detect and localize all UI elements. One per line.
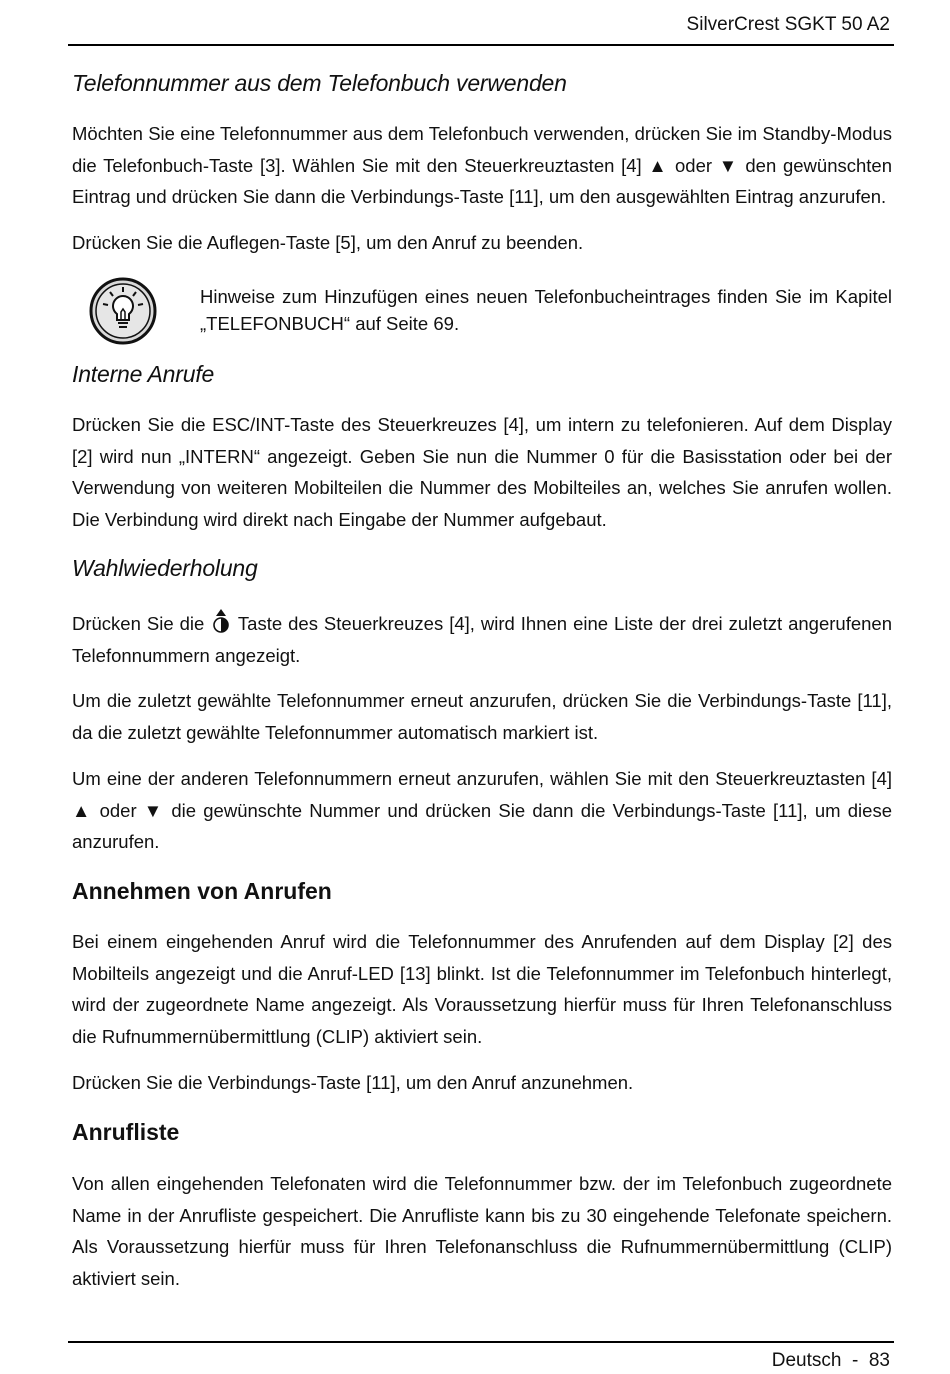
footer-rule	[68, 1341, 894, 1343]
heading-phonebook: Telefonnummer aus dem Telefonbuch verwenden	[72, 70, 567, 96]
page-header-title: SilverCrest SGKT 50 A2	[686, 14, 890, 35]
paragraph: Um die zuletzt gewählte Telefonnummer erneut anzurufen, drücken Sie die Verbindungs-Taste [11], da die zuletzt gewählte Telefonnummer automatisch markiert ist.	[72, 690, 892, 743]
heading-calllist: Anrufliste	[72, 1119, 180, 1145]
heading-redial: Wahlwiederholung	[72, 555, 258, 581]
heading-internal: Interne Anrufe	[72, 361, 215, 387]
paragraph: Drücken Sie die ESC/INT-Taste des Steuerkreuzes [4], um intern zu telefonieren. Auf dem Display [2] wird nun „INTERN“ angezeigt. Geben Sie nun die Nummer 0 für die Basisstation oder bei der Verwendung von weiteren Mobilteilen die Nummer des Mobilteiles an, welches Sie anrufen wollen. Die Verbindung wird direkt nach Eingabe der Nummer aufgebaut.	[72, 414, 892, 530]
lightbulb-icon	[88, 276, 158, 346]
paragraph: Von allen eingehenden Telefonaten wird die Telefonnummer bzw. der im Telefonbuch zugeordnete Name in der Anrufliste gespeichert. Die Anrufliste kann bis zu 30 eingehende Telefonate speichern. Als Voraussetzung hierfür muss für Ihren Telefonanschluss die Rufnummernübermittlung (CLIP) aktiviert sein.	[72, 1173, 892, 1289]
heading-accept: Annehmen von Anrufen	[72, 878, 332, 904]
paragraph: Drücken Sie die Verbindungs-Taste [11], um den Anruf anzunehmen.	[72, 1072, 634, 1093]
paragraph: Drücken Sie die Auflegen-Taste [5], um den Anruf zu beenden.	[72, 232, 584, 253]
header-rule	[68, 44, 894, 46]
paragraph: Um eine der anderen Telefonnummern erneut anzurufen, wählen Sie mit den Steuerkreuztasten [4] ▲ oder ▼ die gewünschte Nummer und drücken Sie dann die Verbindungs-Taste [11], um diese anzurufen.	[72, 768, 892, 852]
paragraph	[72, 608, 892, 671]
text: Taste des Steuerkreuzes [4], wird Ihnen eine Liste der drei zuletzt angerufenen Telefonnummern angezeigt.	[72, 613, 892, 666]
paragraph: Bei einem eingehenden Anruf wird die Telefonnummer des Anrufenden auf dem Display [2] des Mobilteils angezeigt und die Anruf-LED [13] blinkt. Ist die Telefonnummer im Telefonbuch hinterlegt, wird der zugeordnete Name angezeigt. Als Voraussetzung hierfür muss für Ihren Telefonanschluss die Rufnummernübermittlung (CLIP) aktiviert sein.	[72, 931, 892, 1047]
page-footer: Deutsch - 83	[771, 1350, 890, 1371]
text: Drücken Sie die	[72, 613, 211, 634]
up-key-icon	[210, 608, 232, 634]
paragraph: Möchten Sie eine Telefonnummer aus dem Telefonbuch verwenden, drücken Sie im Standby-Modus die Telefonbuch-Taste [3]. Wählen Sie mit den Steuerkreuztasten [4] ▲ oder ▼ den gewünschten Eintrag und drücken Sie dann die Verbindungs-Taste [11], um den ausgewählten Eintrag anzurufen.	[72, 123, 892, 207]
note-text: Hinweise zum Hinzufügen eines neuen Telefonbucheintrages finden Sie im Kapitel „TELEFONBUCH“ auf Seite 69.	[200, 286, 892, 334]
